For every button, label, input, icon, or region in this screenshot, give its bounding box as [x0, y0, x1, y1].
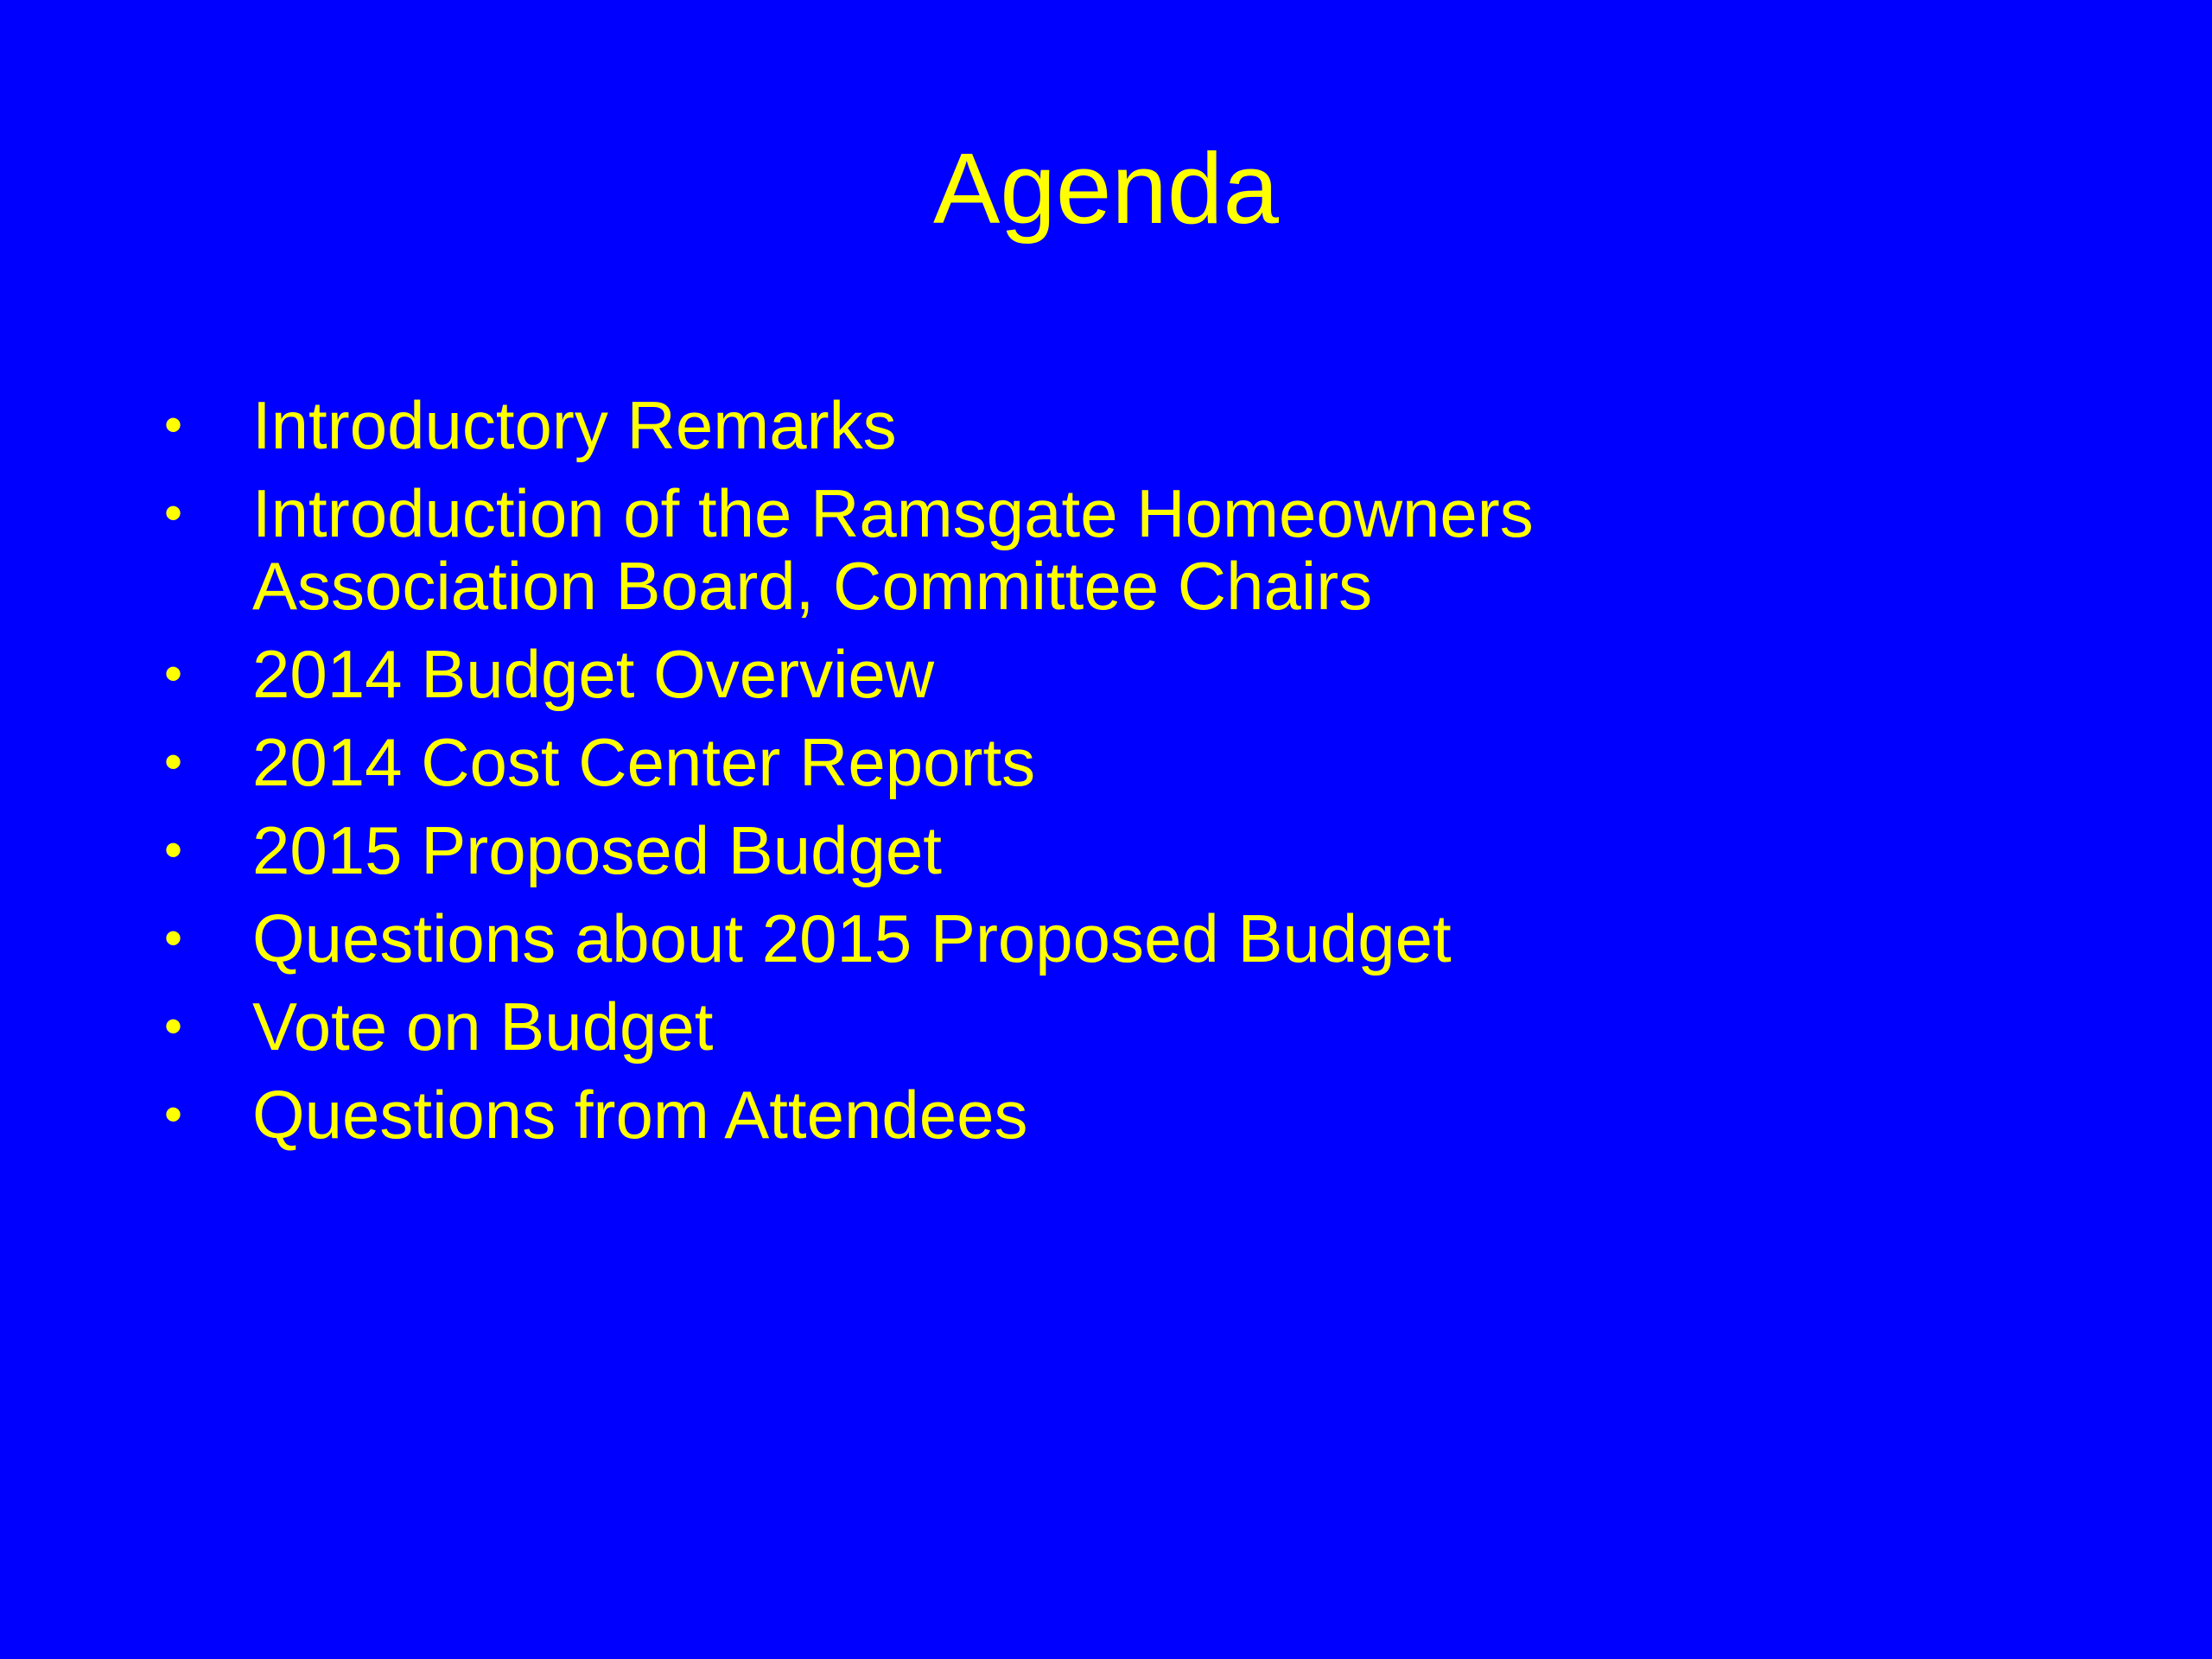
slide-title: Agenda [933, 132, 1279, 245]
agenda-item-questions-2015-budget [164, 902, 1892, 975]
agenda-item-text: Questions from Attendees [252, 1077, 1028, 1153]
agenda-item-text: Vote on Budget [252, 988, 714, 1065]
agenda-item-text: Questions about 2015 Proposed Budget [252, 900, 1452, 976]
agenda-item-questions-from-attendees [164, 1078, 1892, 1151]
agenda-list [164, 389, 1892, 1166]
agenda-item-2015-proposed-budget [164, 814, 1892, 887]
agenda-item-introductory-remarks [164, 389, 1892, 461]
agenda-item-text: Introduction of the Ramsgate Homeowners Association Board, Committee Chairs [252, 475, 1534, 624]
agenda-item-2014-cost-center-reports [164, 726, 1892, 798]
bullet-icon: • [164, 733, 183, 791]
agenda-item-text: 2014 Cost Center Reports [252, 724, 1036, 800]
agenda-item-vote-on-budget [164, 990, 1892, 1063]
agenda-item-introduction-board [164, 477, 1859, 622]
agenda-item-text: 2015 Proposed Budget [252, 812, 942, 888]
bullet-icon: • [164, 909, 183, 967]
bullet-icon: • [164, 396, 183, 454]
bullet-icon: • [164, 1085, 183, 1143]
agenda-item-text: 2014 Budget Overview [252, 636, 935, 712]
bullet-icon: • [164, 821, 183, 879]
bullet-icon: • [164, 645, 183, 702]
bullet-icon: • [164, 484, 183, 542]
agenda-item-text: Introductory Remarks [252, 387, 897, 463]
bullet-icon: • [164, 997, 183, 1055]
agenda-item-2014-budget-overview [164, 638, 1892, 710]
